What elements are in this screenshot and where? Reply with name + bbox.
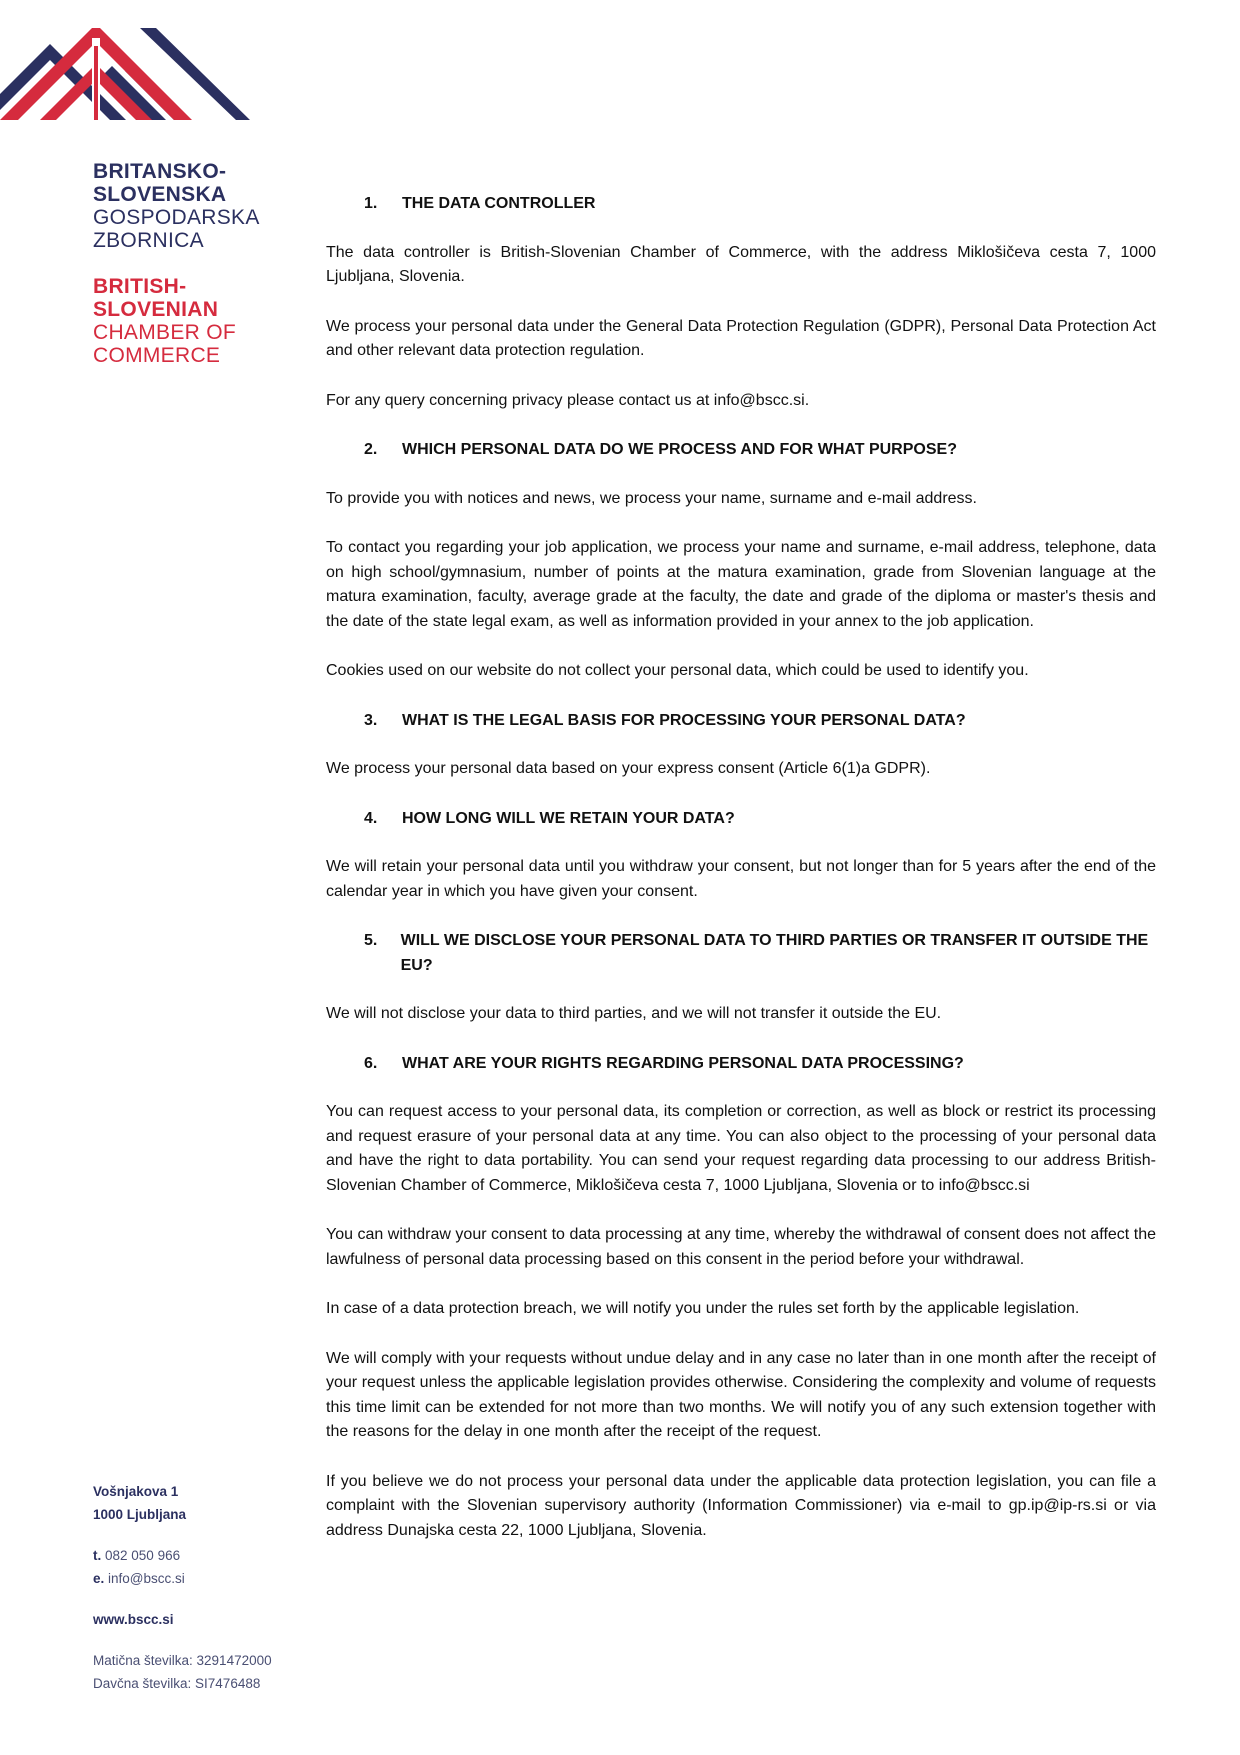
tax-number: Davčna številka: SI7476488 (93, 1676, 261, 1691)
registration-number: Matična številka: 3291472000 (93, 1653, 272, 1668)
brand-sl-line4: ZBORNICA (93, 229, 204, 252)
section-number: 4. (364, 809, 378, 827)
address-city: 1000 Ljubljana (93, 1507, 187, 1522)
section-number: 1. (364, 195, 378, 212)
brand-sl-line2: SLOVENSKA (93, 183, 227, 206)
section-title: WILL WE DISCLOSE YOUR PERSONAL DATA TO THIRD PARTIES OR TRANSFER IT OUTSIDE THE EU? (400, 932, 1149, 974)
section-number: 6. (364, 1054, 378, 1072)
bscc-logo (0, 28, 252, 138)
phone-number: 082 050 966 (105, 1548, 181, 1563)
section-paragraph: If you believe we do not process your personal data under the applicable data protection legislation, you can file a complaint with the Slovenian supervisory authority (Information Commissioner) via e-mail to gp.ip@ip-rs.si or via address Dunajska cesta 22, 1000 Ljubljana, Slovenia. (326, 1472, 1156, 1539)
section-paragraph: In case of a data protection breach, we will notify you under the rules set forth by the applicable legislation. (326, 1300, 1080, 1317)
section-paragraph: To contact you regarding your job application, we process your name and surname, e-mail address, telephone, data on high school/gymnasium, number of points at the matura examination, grade from Slovenian language at the matura examination, faculty, average grade at the faculty, the date and grade of the diploma or master's thesis and the date of the state legal exam, as well as information provided in your annex to the job application. (326, 539, 1156, 630)
sidebar-contact (93, 1480, 272, 1695)
address-street: Vošnjakova 1 (93, 1484, 179, 1499)
brand-sl-line3: GOSPODARSKA (93, 206, 260, 229)
section-heading (326, 807, 1156, 832)
section-number: 5. (364, 932, 378, 949)
section-paragraph: For any query concerning privacy please contact us at info@bscc.si. (326, 391, 810, 409)
section-paragraph: We process your personal data under the General Data Protection Regulation (GDPR), Personal Data Protection Act and other relevant data protection regulation. (326, 317, 1156, 359)
section-paragraph: We will not disclose your data to third parties, and we will not transfer it outside the EU. (326, 1005, 942, 1022)
email-link[interactable]: info@bscc.si (108, 1571, 185, 1586)
brand-en-line4: COMMERCE (93, 344, 221, 367)
email-label: e. (93, 1571, 105, 1586)
section-paragraph: The data controller is British-Slovenian Chamber of Commerce, with the address Miklošičeva cesta 7, 1000 Ljubljana, Slovenia. (326, 243, 1156, 285)
section-heading (326, 929, 1156, 978)
section-heading (326, 709, 1156, 734)
brand-en-line2: SLOVENIAN (93, 298, 219, 321)
website-link[interactable]: www.bscc.si (93, 1612, 174, 1627)
brand-name-english (93, 275, 236, 367)
section-heading (326, 438, 1156, 463)
brand-en-line1: BRITISH- (93, 275, 187, 298)
section-paragraph: Cookies used on our website do not collect your personal data, which could be used to identify you. (326, 662, 1029, 679)
section-heading (326, 1052, 1156, 1077)
brand-sl-line1: BRITANSKO- (93, 160, 227, 183)
section-paragraph: We process your personal data based on your express consent (Article 6(1)a GDPR). (326, 760, 931, 777)
section-paragraph: We will comply with your requests without undue delay and in any case no later than in one month after the receipt of your request unless the applicable legislation provides otherwise. Considering the complexity and volume of requests this time limit can be extended for not more than two months. We will notify you of any such extension together with the reasons for the delay in one month after the receipt of the request. (326, 1349, 1156, 1440)
privacy-notice-body (326, 192, 1156, 1568)
section-heading (326, 192, 1156, 217)
section-paragraph: You can withdraw your consent to data processing at any time, whereby the withdrawal of consent does not affect the lawfulness of personal data processing based on this consent in the period before your withdrawal. (326, 1226, 1156, 1268)
section-title: WHAT ARE YOUR RIGHTS REGARDING PERSONAL DATA PROCESSING? (402, 1054, 964, 1072)
email-line (93, 1567, 272, 1590)
brand-name-slovenian (93, 160, 260, 252)
section-title: WHICH PERSONAL DATA DO WE PROCESS AND FOR WHAT PURPOSE? (402, 441, 957, 458)
brand-en-line3: CHAMBER OF (93, 321, 237, 344)
phone-line (93, 1544, 272, 1567)
section-title: HOW LONG WILL WE RETAIN YOUR DATA? (402, 809, 735, 827)
phone-label: t. (93, 1548, 102, 1563)
section-number: 2. (364, 441, 378, 458)
section-title: WHAT IS THE LEGAL BASIS FOR PROCESSING YOUR PERSONAL DATA? (402, 711, 966, 729)
section-paragraph: We will retain your personal data until you withdraw your consent, but not longer than for 5 years after the end of the calendar year in which you have given your consent. (326, 858, 1156, 900)
section-title: THE DATA CONTROLLER (402, 195, 596, 212)
logo-red-stripe (94, 46, 98, 120)
section-paragraph: To provide you with notices and news, we process your name, surname and e-mail address. (326, 489, 977, 507)
section-paragraph: You can request access to your personal data, its completion or correction, as well as block or restrict its processing and request erasure of your personal data at any time. You can also object to the processing of your personal data and have the right to data portability. You can send your request regarding data processing to our address British-Slovenian Chamber of Commerce, Miklošičeva cesta 7, 1000 Ljubljana, Slovenia or to info@bscc.si (326, 1103, 1156, 1194)
section-number: 3. (364, 711, 378, 729)
